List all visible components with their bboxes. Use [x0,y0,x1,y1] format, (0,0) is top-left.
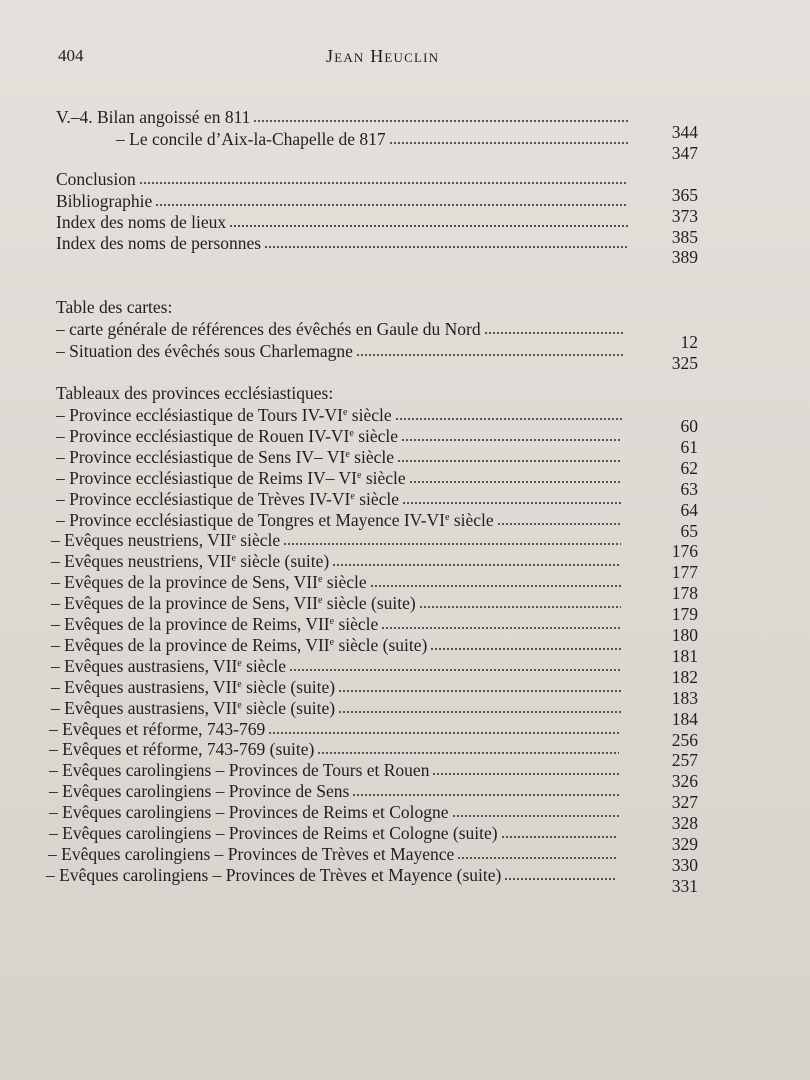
toc-entry-text-main: – Evêques de la province de Reims, VII [51,614,330,634]
toc-entry-text-main: – Province ecclésiastique de Tongres et Mayence IV-VI [56,509,445,530]
toc-entry-page: 389 [671,247,698,267]
superscript: e [329,616,335,627]
toc-entry-page: 330 [671,854,698,875]
superscript: e [342,407,348,418]
toc-entry-page: 325 [671,353,698,373]
dot-leader [356,353,624,357]
dot-leader [253,119,628,123]
toc-entry-text [48,843,457,865]
toc-entry-text-main: – Province ecclésiastique de Trèves IV-VI [56,488,351,509]
toc-entry-text-main: – Evêques carolingiens – Province de Sens [49,781,350,802]
dot-leader [155,203,628,207]
toc-entry-text [51,655,289,677]
toc-entry-text-main: – Evêques neustriens, VII [51,530,232,551]
toc-entry-page: 328 [671,813,698,834]
superscript: e [237,699,242,711]
toc-entry [116,128,628,150]
toc-entry-text-main: – Province ecclésiastique de Tours IV-VI [56,405,343,425]
dot-leader [332,563,621,567]
toc-entry-page: 176 [671,541,698,562]
toc-entry-text-suffix: siècle (suite) [241,676,336,697]
toc-entry-text-main: – Evêques carolingiens – Provinces de Reims et Cologne (suite) [49,823,498,843]
dot-leader [452,814,619,818]
dot-leader [484,331,624,335]
toc-entry-page: 256 [671,729,698,750]
toc-entry-page: 61 [680,436,698,457]
superscript: e [349,427,354,439]
toc-entry-text-suffix: siècle [235,530,281,551]
dot-leader [289,668,621,672]
superscript: e [317,574,323,586]
toc-entry-text [49,780,352,802]
superscript: e [350,490,355,502]
toc-entry [51,613,621,635]
toc-entry-page: 12 [680,332,698,352]
toc-entry-text [56,509,497,531]
toc-entry-text-suffix: siècle [361,467,406,488]
toc-entry-page: 257 [671,750,698,771]
toc-entry [56,404,622,426]
toc-entry-text [49,759,432,781]
dot-leader [229,224,628,228]
toc-entry-text-main: – Province ecclésiastique de Sens IV– VI [56,446,346,467]
toc-entry-page: 62 [680,457,698,478]
dot-leader [268,731,619,735]
toc-entry-text-suffix: siècle (suite) [235,551,330,572]
toc-entry [56,446,622,468]
dot-leader [283,542,621,546]
toc-entry-text [49,801,452,823]
toc-entry-page: 329 [671,834,698,854]
toc-entry-page: 184 [671,708,698,729]
dot-leader [402,501,622,505]
toc-entry-text-main: – Province ecclésiastique de Reims IV– VI [56,467,357,488]
dot-leader [419,605,621,609]
dot-leader [381,626,621,630]
superscript: e [237,678,242,690]
toc-entry-page: 182 [671,666,698,687]
toc-entry-text-suffix: siècle [241,655,286,676]
toc-entry-text: – Situation des évêchés sous Charlemagne [56,341,353,361]
toc-entry [51,529,621,551]
dot-leader [430,647,621,651]
toc-entry-page: 331 [671,875,698,896]
toc-entry-text [51,676,338,698]
toc-entry-text: – Le concile d’Aix-la-Chapelle de 817 [116,129,386,149]
toc-entry-text-main: – Evêques et réforme, 743-769 [49,718,266,739]
toc-entry-page: 64 [680,499,698,520]
toc-entry-text-main: – Evêques de la province de Sens, VII [51,572,318,593]
toc-entry-page: 347 [671,143,698,163]
toc-entry-text-main: – Evêques de la province de Reims, VII [51,634,330,655]
toc-entry-text [51,592,419,614]
toc-entry-text-suffix: siècle [347,405,392,425]
toc-entry [56,106,628,128]
toc-entry [56,340,624,362]
toc-entry-text-suffix: siècle (suite) [334,634,428,655]
toc-entry-text [56,446,397,468]
dot-leader [317,751,619,755]
toc-entry [51,592,621,614]
toc-entry-page: 63 [680,478,698,499]
toc-entry-text-main: – Province ecclésiastique de Rouen IV-VI [56,425,350,446]
toc-entry [49,801,619,823]
toc-entry-text [56,467,409,489]
toc-entry-page: 180 [671,625,698,645]
toc-entry-page: 344 [671,122,698,142]
toc-entry-page: 373 [671,206,698,226]
dot-leader [504,877,616,881]
running-title: Jean Heuclin [326,46,440,66]
maps-heading: Table des cartes: [56,297,173,317]
dot-leader [338,710,621,714]
toc-entry [49,780,619,802]
toc-entry-text [56,425,401,447]
toc-entry [51,697,621,719]
toc-entry-text [51,550,332,572]
dot-leader [409,480,622,484]
toc-entry-text-main: – Evêques austrasiens, VII [51,676,238,697]
dot-leader [397,459,622,463]
toc-entry [56,318,624,340]
toc-entry-page: 178 [671,583,698,604]
toc-entry-text-main: – Evêques carolingiens – Provinces de Tours et Rouen [49,760,430,781]
toc-entry-text-suffix: siècle [449,509,494,530]
dot-leader [497,522,622,526]
toc-entry-text [51,697,338,719]
toc-entry-text-suffix: siècle [353,425,399,446]
toc-entry [51,571,621,593]
page-number: 404 [58,46,84,65]
toc-entry-page: 65 [680,520,698,541]
toc-entry-text-suffix: siècle [354,488,400,509]
toc-entry [51,634,621,656]
toc-entry [56,232,628,254]
toc-entry-page: 181 [671,645,698,666]
dot-leader [139,181,628,185]
superscript: e [357,469,362,481]
toc-entry-page: 177 [671,562,698,583]
toc-entry [56,190,628,212]
toc-entry [56,488,622,510]
toc-entry-text-main: – Evêques austrasiens, VII [51,697,238,718]
toc-entry [56,509,622,531]
toc-entry-text [46,864,504,886]
toc-entry [49,759,619,781]
toc-entry-text [49,738,317,760]
superscript: e [345,448,350,460]
superscript: e [237,657,242,669]
superscript: e [231,532,236,544]
toc-entry [51,655,621,677]
toc-entry [46,864,616,886]
toc-entry-text [56,488,402,510]
toc-entry-text [51,634,430,656]
toc-entry-text-main: – Evêques austrasiens, VII [51,655,238,676]
toc-entry-text: Index des noms de personnes [56,233,262,253]
toc-entry-text [56,404,395,426]
dot-leader [264,245,628,249]
toc-entry-text-suffix: siècle [334,614,379,634]
toc-entry-page: 183 [671,687,698,708]
toc-entry-text-main: – Evêques neustriens, VII [51,551,232,572]
dot-leader [352,793,619,797]
toc-entry-page: 179 [671,604,698,625]
dot-leader [501,835,617,839]
toc-entry [49,738,619,760]
toc-entry [56,211,628,233]
dot-leader [338,689,621,693]
toc-entry-text [49,718,268,740]
toc-entry [51,550,621,572]
toc-entry [49,822,617,844]
toc-entry-text-main: – Evêques carolingiens – Provinces de Trèves et Mayence (suite) [46,864,502,885]
toc-entry-text [51,613,381,635]
toc-entry-text: Bibliographie [56,191,153,211]
toc-entry-page: 327 [671,792,698,813]
toc-entry [56,425,622,447]
toc-entry-text: Index des noms de lieux [56,212,227,232]
toc-entry-text-suffix: siècle [349,446,394,467]
toc-entry [48,843,616,865]
toc-entry [56,467,622,489]
toc-entry-text-main: – Evêques carolingiens – Provinces de Trèves et Mayence [48,843,455,864]
dot-leader [370,584,621,588]
toc-entry [56,168,628,190]
toc-entry-page: 365 [671,185,698,205]
toc-entry-page: 60 [680,416,698,436]
toc-entry [49,718,619,740]
superscript: e [329,636,335,648]
toc-entry-text: – carte générale de références des évêchés en Gaule du Nord [56,319,481,339]
toc-entry-page: 385 [671,227,698,247]
toc-entry [51,676,621,698]
dot-leader [432,772,619,776]
toc-entry-text [51,571,370,593]
dot-leader [395,417,622,421]
superscript: e [317,595,323,607]
tables-heading: Tableaux des provinces ecclésiastiques: [56,383,334,403]
dot-leader [401,438,622,442]
toc-entry-text: Conclusion [56,169,136,189]
dot-leader [389,141,628,145]
toc-entry-text-suffix: siècle (suite) [241,697,336,718]
toc-entry-text-main: – Evêques de la province de Sens, VII [51,593,318,614]
superscript: e [231,553,236,565]
toc-entry-text: V.–4. Bilan angoissé en 811 [56,107,251,127]
dot-leader [457,856,616,860]
toc-entry-text-suffix: siècle [322,572,367,593]
toc-entry-text-main: – Evêques carolingiens – Provinces de Reims et Cologne [49,802,449,823]
toc-entry-text-suffix: siècle (suite) [322,593,416,614]
toc-entry-text [51,529,283,551]
superscript: e [445,511,450,523]
toc-entry-text [49,822,501,844]
toc-entry-text-main: – Evêques et réforme, 743-769 (suite) [49,739,315,760]
toc-entry-page: 326 [671,771,698,792]
